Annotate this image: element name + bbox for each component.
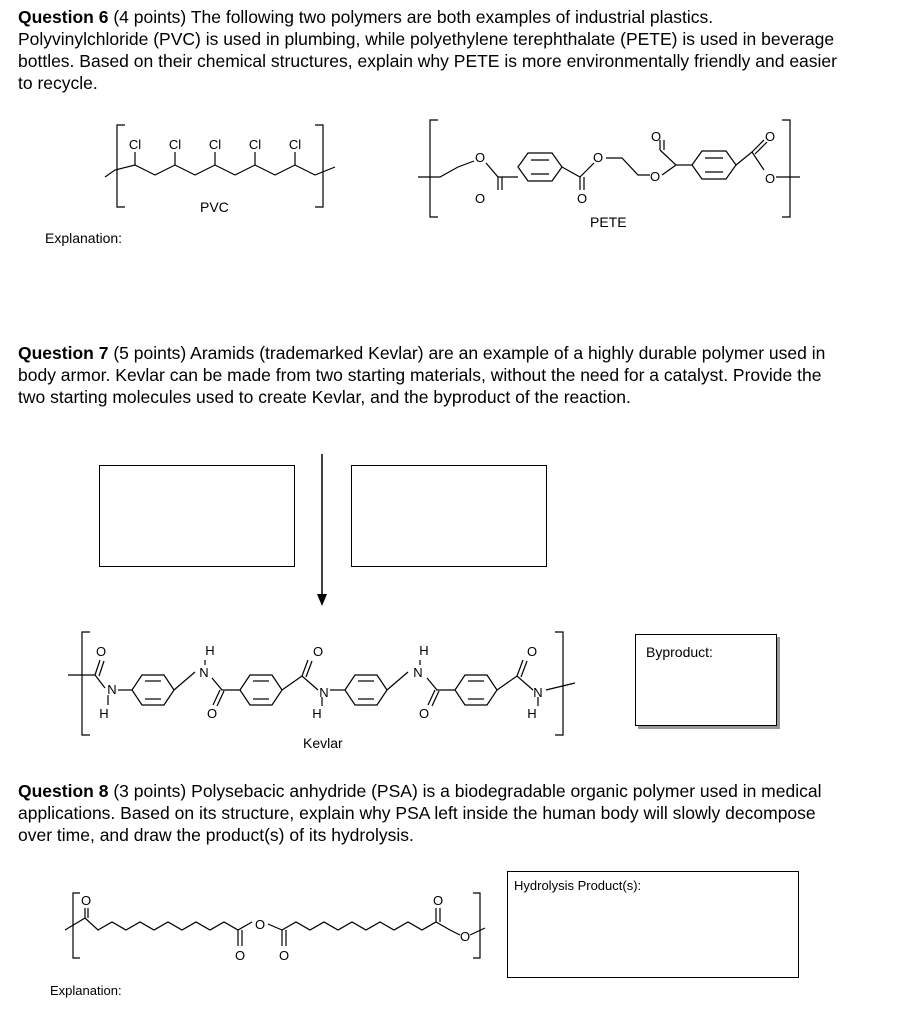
kevlar-n-2: N (199, 665, 209, 680)
kevlar-h-1: H (99, 706, 109, 721)
pvc-cl-1: Cl (128, 137, 142, 152)
pete-o-8: O (764, 171, 776, 186)
pete-o-7: O (764, 129, 776, 144)
psa-o-6: O (459, 929, 471, 944)
hydrolysis-label: Hydrolysis Product(s): (514, 878, 642, 893)
question-6-text (18, 6, 848, 94)
pete-o-6: O (650, 129, 662, 144)
starting-material-box-2[interactable] (351, 465, 547, 567)
pvc-cl-3: Cl (208, 137, 222, 152)
kevlar-o-5: O (526, 644, 538, 659)
pvc-cl-4: Cl (248, 137, 262, 152)
question-7-number: Question 7 (18, 343, 109, 363)
hydrolysis-product-box[interactable] (507, 871, 799, 978)
question-8-text (18, 780, 848, 846)
pete-o-3: O (592, 150, 604, 165)
question-6-number: Question 6 (18, 7, 109, 27)
kevlar-o-1: O (95, 644, 107, 659)
pvc-cl-2: Cl (168, 137, 182, 152)
kevlar-h-3: H (312, 706, 322, 721)
kevlar-n-3: N (319, 685, 329, 700)
kevlar-h-4: H (419, 643, 429, 658)
pvc-label: PVC (200, 199, 229, 215)
psa-structure (62, 885, 492, 970)
pete-label: PETE (590, 214, 627, 230)
pete-o-4: O (576, 191, 588, 206)
kevlar-structure (65, 625, 585, 740)
starting-material-box-1[interactable] (99, 465, 295, 567)
question-8-number: Question 8 (18, 781, 109, 801)
pete-o-5: O (649, 169, 661, 184)
psa-o-5: O (432, 893, 444, 908)
question-7-text (18, 342, 848, 408)
question-7-points: (5 points) (113, 343, 187, 363)
q8-explanation-label: Explanation: (50, 983, 122, 998)
pvc-cl-5: Cl (288, 137, 302, 152)
q6-explanation-label: Explanation: (45, 230, 123, 246)
kevlar-label: Kevlar (303, 735, 343, 751)
kevlar-o-3: O (312, 644, 324, 659)
pete-o-2: O (474, 191, 486, 206)
byproduct-label: Byproduct: (646, 644, 713, 660)
question-8-body: Polysebacic anhydride (PSA) is a biodegradable organic polymer used in medical applications. Based on its structure, explain why PSA left inside the human body will slowly decompose over time, and draw the product(s) of its hydrolysis. (18, 781, 822, 845)
reaction-arrow (312, 452, 332, 608)
kevlar-o-2: O (206, 706, 218, 721)
kevlar-n-5: N (533, 685, 543, 700)
psa-o-4: O (278, 948, 290, 963)
question-6-body: The following two polymers are both examples of industrial plastics. Polyvinylchloride (PVC) is used in plumbing, while polyethylene terephthalate (PETE) is used in beverage bottles. Based on their chemical structures, explain why PETE is more environmentally friendly and easier to recycle. (18, 7, 837, 93)
psa-o-1: O (80, 893, 92, 908)
kevlar-o-4: O (418, 706, 430, 721)
byproduct-box[interactable] (635, 634, 777, 726)
kevlar-h-5: H (527, 706, 537, 721)
psa-o-3: O (234, 948, 246, 963)
question-7-body: Aramids (trademarked Kevlar) are an example of a highly durable polymer used in body armor. Kevlar can be made from two starting materials, without the need for a catalyst. Provide the two starting molecules used to create Kevlar, and the byproduct of the reaction. (18, 343, 826, 407)
pete-o-1: O (474, 150, 486, 165)
kevlar-h-2: H (205, 643, 215, 658)
question-6-points: (4 points) (113, 7, 187, 27)
kevlar-n-1: N (107, 682, 117, 697)
psa-o-2: O (254, 917, 266, 932)
kevlar-n-4: N (413, 665, 423, 680)
question-8-points: (3 points) (113, 781, 187, 801)
pete-structure (415, 115, 805, 225)
